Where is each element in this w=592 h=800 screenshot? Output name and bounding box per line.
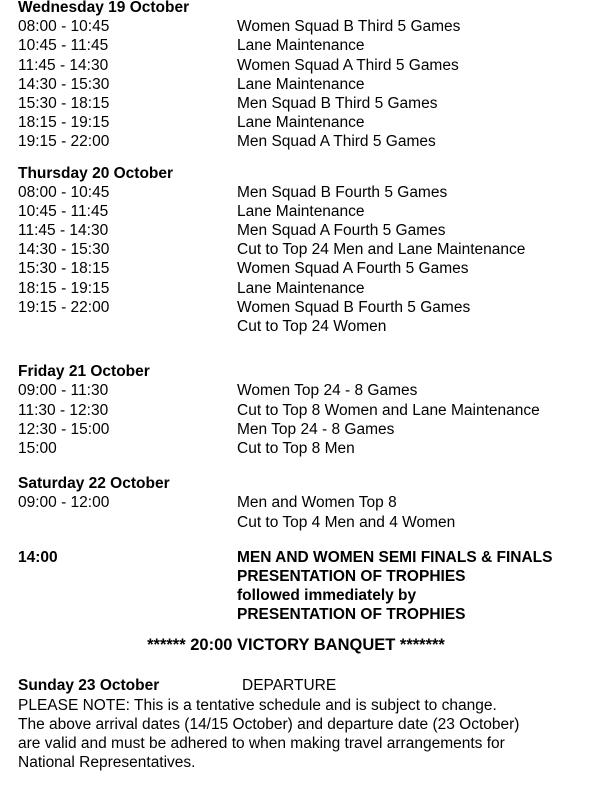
schedule-row [18, 381, 588, 400]
departure-label: DEPARTURE [242, 677, 337, 695]
time-cell: 10:45 - 11:45 [18, 202, 109, 220]
spacer [18, 532, 588, 548]
event-cell: Men Squad A Fourth 5 Games [237, 222, 446, 240]
time-cell: 09:00 - 12:00 [18, 494, 110, 512]
schedule-row [18, 221, 588, 240]
event-cell: Women Squad A Third 5 Games [237, 56, 459, 74]
time-cell: 18:15 - 19:15 [18, 114, 110, 132]
event-cell: MEN AND WOMEN SEMI FINALS & FINALS [237, 548, 553, 566]
event-cell: PRESENTATION OF TROPHIES [237, 606, 466, 624]
schedule-row [18, 586, 588, 605]
event-cell: Lane Maintenance [237, 279, 365, 297]
event-cell: Lane Maintenance [237, 114, 365, 132]
time-cell [18, 586, 237, 605]
time-cell: 08:00 - 10:45 [18, 183, 110, 201]
day-title-friday: Friday 21 October [18, 363, 150, 381]
time-cell: 14:00 [18, 548, 58, 566]
schedule-row [18, 94, 588, 113]
event-cell: Men Squad B Fourth 5 Games [237, 183, 448, 201]
time-cell: 15:30 - 18:15 [18, 94, 110, 112]
schedule-row [18, 298, 588, 317]
schedule-block-thursday [18, 183, 588, 337]
event-cell: Cut to Top 24 Women [237, 318, 387, 335]
time-cell: 14:30 - 15:30 [18, 75, 110, 93]
schedule-row [18, 17, 588, 36]
time-cell: 11:45 - 14:30 [18, 222, 109, 240]
event-cell: Women Squad B Fourth 5 Games [237, 298, 471, 316]
schedule-row [18, 279, 588, 298]
schedule-row [18, 317, 588, 336]
schedule-row [18, 202, 588, 221]
event-cell: Women Top 24 - 8 Games [237, 382, 418, 400]
event-cell: followed immediately by [237, 587, 417, 605]
schedule-row [18, 113, 588, 132]
event-cell: Men Squad A Third 5 Games [237, 133, 436, 151]
time-cell: 08:00 - 10:45 [18, 18, 110, 36]
schedule-row [18, 132, 588, 151]
event-cell: Lane Maintenance [237, 202, 365, 220]
schedule-row [18, 259, 588, 278]
time-cell [18, 513, 237, 532]
time-cell [18, 605, 237, 624]
event-cell: Women Squad B Third 5 Games [237, 18, 461, 36]
time-cell: 18:15 - 19:15 [18, 279, 110, 297]
event-cell: Women Squad A Fourth 5 Games [237, 260, 469, 278]
day-title-wednesday: Wednesday 19 October [18, 0, 190, 16]
event-cell: Cut to Top 4 Men and 4 Women [237, 513, 456, 531]
schedule-row [18, 548, 588, 567]
schedule-row [18, 183, 588, 202]
event-cell: Men Squad B Third 5 Games [237, 94, 438, 112]
event-cell: Cut to Top 8 Women and Lane Maintenance [237, 401, 540, 419]
event-cell: Lane Maintenance [237, 75, 365, 93]
day-title-sunday: Sunday 23 October [18, 677, 160, 695]
schedule-row [18, 567, 588, 586]
day-title-saturday: Saturday 22 October [18, 475, 170, 493]
schedule-row [18, 605, 588, 624]
schedule-row-sunday [18, 676, 588, 695]
schedule-document [18, 0, 588, 772]
schedule-row [18, 240, 588, 259]
time-cell [18, 567, 237, 586]
spacer [18, 458, 588, 474]
time-cell: 14:30 - 15:30 [18, 241, 110, 259]
note-line: National Representatives. [18, 754, 196, 772]
schedule-block-friday [18, 381, 588, 458]
time-cell: 09:00 - 11:30 [18, 382, 109, 400]
schedule-row [18, 56, 588, 75]
victory-banquet-heading: ****** 20:00 VICTORY BANQUET ******* [147, 636, 445, 655]
event-cell: Men Top 24 - 8 Games [237, 420, 395, 438]
time-cell: 10:45 - 11:45 [18, 37, 109, 55]
event-cell: PRESENTATION OF TROPHIES [237, 567, 466, 585]
schedule-block-saturday [18, 493, 588, 531]
please-note-paragraph [18, 696, 588, 773]
time-cell: 19:15 - 22:00 [18, 298, 110, 316]
spacer [18, 152, 588, 164]
schedule-block-finals [18, 548, 588, 625]
event-cell: Lane Maintenance [237, 37, 365, 55]
time-cell [18, 317, 237, 336]
schedule-row [18, 493, 588, 512]
spacer [18, 336, 588, 362]
note-line: are valid and must be adhered to when making travel arrangements for [18, 735, 505, 752]
schedule-block-wednesday [18, 17, 588, 151]
schedule-row [18, 439, 588, 458]
time-cell: 19:15 - 22:00 [18, 133, 110, 151]
note-line: PLEASE NOTE: This is a tentative schedule and is subject to change. [18, 696, 497, 714]
time-cell: 15:00 [18, 439, 57, 457]
note-line: The above arrival dates (14/15 October) and departure date (23 October) [18, 715, 520, 733]
event-cell: Cut to Top 8 Men [237, 439, 355, 457]
time-cell: 11:45 - 14:30 [18, 56, 109, 74]
time-cell: 15:30 - 18:15 [18, 260, 110, 278]
day-title-thursday: Thursday 20 October [18, 164, 174, 182]
time-cell: 12:30 - 15:00 [18, 420, 110, 438]
event-cell: Cut to Top 24 Men and Lane Maintenance [237, 241, 526, 259]
schedule-row [18, 75, 588, 94]
schedule-row [18, 36, 588, 55]
schedule-row [18, 401, 588, 420]
schedule-row [18, 513, 588, 532]
schedule-row [18, 420, 588, 439]
event-cell: Men and Women Top 8 [237, 494, 397, 512]
time-cell: 11:30 - 12:30 [18, 401, 109, 419]
